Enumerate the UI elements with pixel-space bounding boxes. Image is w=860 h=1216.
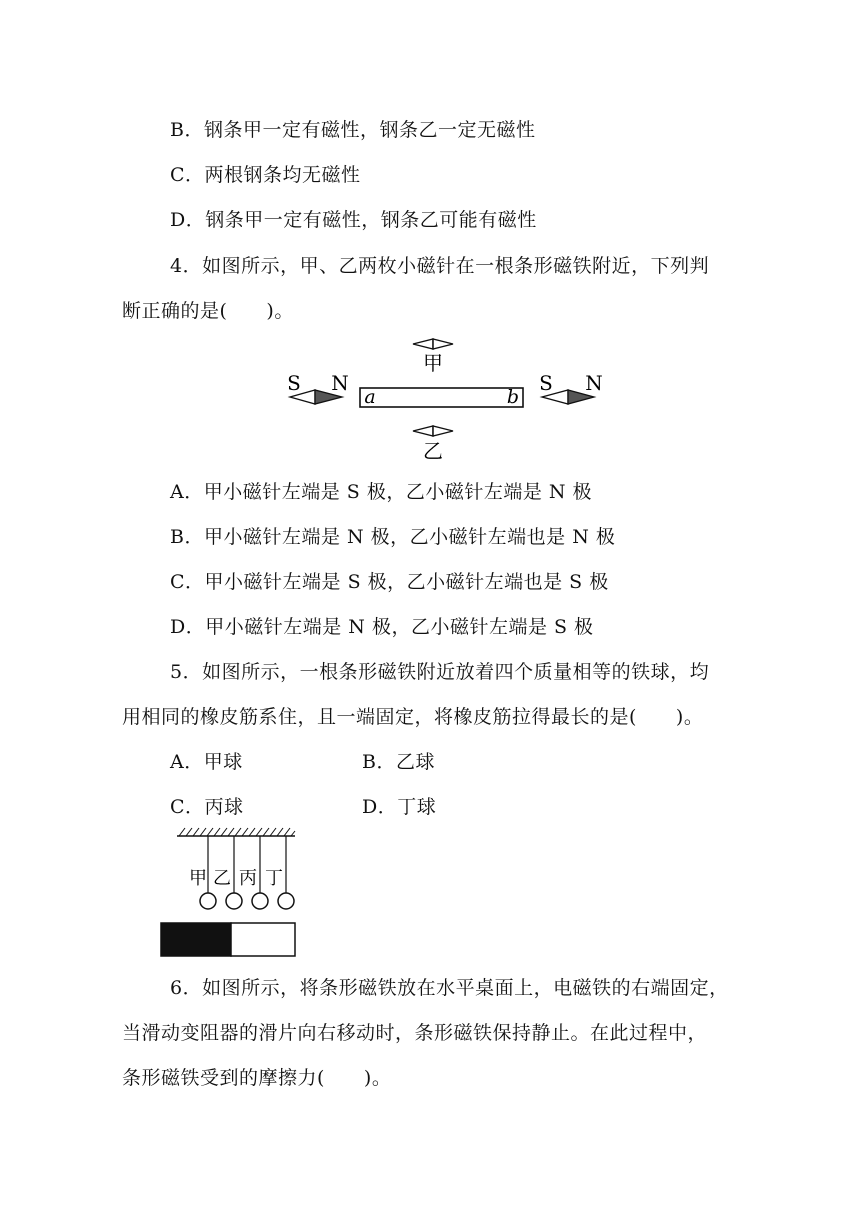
ball-label-ding: 丁 — [265, 868, 283, 889]
needle-left-n-label: N — [331, 371, 349, 395]
ball-jia — [200, 893, 216, 909]
q4-stem-line2: 断正确的是( )。 — [122, 300, 294, 322]
magnet-dark-half — [161, 923, 231, 956]
q3-option-b: B．钢条甲一定有磁性，钢条乙一定无磁性 — [170, 119, 536, 141]
magnet-end-b: b — [506, 386, 520, 408]
magnet-end-a: a — [364, 386, 376, 408]
needle-right-s-label: S — [539, 371, 553, 395]
ball-label-bing: 丙 — [239, 868, 257, 889]
q5-stem-line2: 用相同的橡皮筋系住，且一端固定，将橡皮筋拉得最长的是( )。 — [122, 706, 704, 728]
q4-stem-line1: 4．如图所示，甲、乙两枚小磁针在一根条形磁铁附近，下列判 — [170, 255, 710, 277]
needle-left — [287, 371, 349, 404]
q5-stem-line1: 5．如图所示，一根条形磁铁附近放着四个质量相等的铁球，均 — [170, 661, 710, 683]
needle-jia — [413, 339, 453, 375]
ball-yi — [226, 893, 242, 909]
q5-option-d: D．丁球 — [362, 796, 437, 818]
q5-option-c: C．丙球 — [170, 796, 244, 818]
q3-option-c: C．两根钢条均无磁性 — [170, 164, 361, 186]
needle-yi-label: 乙 — [423, 439, 443, 463]
q5-balls-figure — [155, 822, 305, 962]
bar-magnet — [360, 386, 523, 408]
q4-option-a: A．甲小磁针左端是 S 极，乙小磁针左端是 N 极 — [170, 481, 593, 503]
ball-bing — [252, 893, 268, 909]
ball-label-yi: 乙 — [213, 868, 231, 889]
ball-ding — [278, 893, 294, 909]
q6-stem-line2: 当滑动变阻器的滑片向右移动时，条形磁铁保持静止。在此过程中， — [122, 1022, 708, 1044]
q3-option-d: D．钢条甲一定有磁性，钢条乙可能有磁性 — [170, 209, 537, 231]
q4-option-d: D．甲小磁针左端是 N 极，乙小磁针左端是 S 极 — [170, 616, 594, 638]
needle-right — [539, 371, 603, 404]
q4-option-b: B．甲小磁针左端是 N 极，乙小磁针左端也是 N 极 — [170, 526, 616, 548]
q4-option-c: C．甲小磁针左端是 S 极，乙小磁针左端也是 S 极 — [170, 571, 609, 593]
q4-magnet-figure — [280, 336, 610, 466]
ball-label-jia: 甲 — [189, 868, 207, 889]
q5-option-a: A．甲球 — [170, 751, 243, 773]
q6-stem-line3: 条形磁铁受到的摩擦力( )。 — [122, 1067, 392, 1089]
needle-jia-label: 甲 — [423, 351, 443, 375]
q6-stem-line1: 6．如图所示，将条形磁铁放在水平桌面上，电磁铁的右端固定， — [170, 977, 729, 999]
needle-yi — [413, 426, 453, 463]
magnet-light-half — [231, 923, 295, 956]
needle-left-s-label: S — [287, 371, 301, 395]
q5-option-b: B．乙球 — [362, 751, 435, 773]
needle-right-n-label: N — [585, 371, 603, 395]
